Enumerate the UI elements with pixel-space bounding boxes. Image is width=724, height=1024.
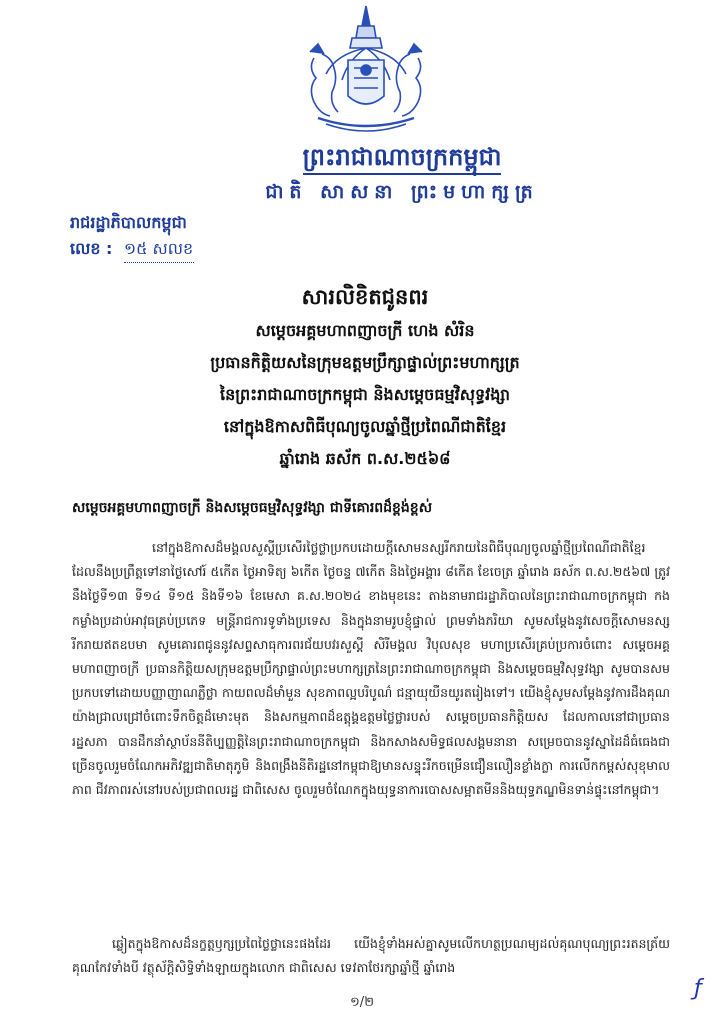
- handwritten-mark: ƒ: [694, 976, 702, 1001]
- title-line-2: សម្តេចអគ្គមហាពញាចក្រី ហេង សំរិន: [255, 321, 475, 340]
- title-line-6: ឆ្នាំរោង ឆស័ក ព.ស.២៥៦៨: [279, 449, 451, 468]
- national-motto: ជាតិ សាសនា ព្រះមហាក្សត្រ: [265, 181, 539, 203]
- royal-emblem-icon: [296, 4, 436, 136]
- paragraph-text: នៅក្នុងឱកាសដ៏មង្គលសួស្តីប្រសើរថ្លៃថ្លាប្រកបដោយក្តីសោមនស្សរីករាយនៃពិធីបុណ្យចូលឆ្នាំថ្មីប្រពៃណីជាតិខ្មែរ ដែលនឹងប្រព្រឹត្តទៅនាថ្ងៃសៅរ៍ ៥កើត ថ្ងៃអាទិត្យ ៦កើត ថ្ងៃចន្ទ ៧កើត និងថ្ងៃអង្គារ ៨កើត ខែចេត្រ ឆ្នាំរោង ឆស័ក ព.ស.២៥៦៧ ត្រូវនឹងថ្ងៃទី១៣ ទី១៤ ទី១៥ និងទី១៦ ខែមេសា គ.ស.២០២៤ ខាងមុខនេះ តាងនាមរាជរដ្ឋាភិបាលនៃព្រះរាជាណាចក្រកម្ពុជា កងកម្លាំងប្រដាប់អាវុធគ្រប់ប្រភេទ មន្ត្រីរាជការទូទាំងប្រទេស និងក្នុងនាមរូបខ្ញុំផ្ទាល់ ព្រមទាំងភរិយា សូមសម្តែងនូវសេចក្តីសោមនស្សរីករាយឥតឧបមា សូមគោរពជូននូវសព្ទសាធុការពរជ័យបវរសួស្តី សិរីមង្គល វិបុលសុខ មហាប្រសើរគ្រប់ប្រការចំពោះ សម្តេចអគ្គមហាពញាចក្រី ប្រធានកិត្តិយសក្រុមឧត្តមប្រឹក្សាផ្ទាល់ព្រះមហាក្សត្រនៃព្រះរាជាណាចក្រកម្ពុជា និងសម្តេចធម្មវិសុទ្ធវង្សា សូមបានសមប្រកបទៅដោយបញ្ញាញាណភ្លឺថ្លា កាយពលដ៏មាំមួន សុខភាពល្អបរិបូណ៌ ជន្មាយុយឺនយូរតរៀងទៅ។ យើងខ្ញុំសូមសម្តែងនូវការដឹងគុណយ៉ាងជ្រាលជ្រៅចំពោះទឹកចិត្តដ៏មោះមុត និងសកម្មភាពដ៏ឧត្តុង្គឧត្តមថ្លៃថ្លារបស់ សម្តេចប្រធានកិត្តិយស ដែលកាលនៅជាប្រធានរដ្ឋសភា បានដឹកនាំស្ថាប័ននីតិប្បញ្ញត្តិនៃព្រះរាជាណាចក្រកម្ពុជា និងកសាងសមិទ្ធផលសង្គមនានា សម្រេចបាននូវស្នាដៃដ៏ធំធេងជាច្រើនចូលរួមចំណែកអភិវឌ្ឍជាតិមាតុភូមិ និងពង្រឹងនីតិរដ្ឋនៅកម្ពុជាឱ្យមានសន្ទុះរីកចម្រើនជឿនលឿនខ្លាំងក្លា ការលើកកម្ពស់សុខុមាលភាព ជីវភាពរស់នៅរបស់ប្រជាពលរដ្ឋ ជាពិសេស ចូលរួមចំណែកក្នុងយុទ្ធនាការបោសសម្អាតមីននិងយុទ្ធភណ្ឌមិនទាន់ផ្ទុះនៅកម្ពុជា។: [72, 540, 670, 798]
- letter-title: សារលិខិតជូនពរ: [301, 285, 429, 309]
- salutation: សម្តេចអគ្គមហាពញាចក្រី និងសម្តេចធម្មវិសុទ្ធវង្សា ជាទីគោរពដ៏ខ្ពង់ខ្ពស់: [72, 500, 433, 516]
- title-line-3: ប្រធានកិត្តិយសនៃក្រុមឧត្តមប្រឹក្សាផ្ទាល់ព្រះមហាក្សត្រ: [210, 353, 520, 372]
- kingdom-heading: ព្រះរាជាណាចក្រកម្ពុជា: [40, 142, 724, 177]
- paragraph-text: ឆ្លៀតក្នុងឱកាសដ៏នក្ខត្តឫក្សប្រពៃថ្លៃថ្លានេះផងដែរ យើងខ្ញុំទាំងអស់គ្នាសូមលើកហត្ថប្រណម្យដល់គុណបុណ្យព្រះរតនត្រ័យ គុណកែវទាំងបី វត្ថុស័ក្តិសិទ្ធិទាំងឡាយក្នុងលោក ជាពិសេស ទេវតាថែរក្សាឆ្នាំថ្មី ឆ្នាំរោង: [72, 936, 670, 976]
- reference-number: ១៥ សលខ: [124, 238, 194, 263]
- reference-line: [70, 238, 194, 263]
- reference-label: លេខ :: [70, 239, 113, 258]
- body-paragraph-1: [72, 536, 670, 802]
- title-line-5: នៅក្នុងឱកាសពិធីបុណ្យចូលឆ្នាំថ្មីប្រពៃណីជាតិខ្មែរ: [223, 417, 507, 436]
- page-number: ១/២: [349, 995, 375, 1010]
- title-line-4: នៃព្រះរាជាណាចក្រកម្ពុជា និងសម្តេចធម្មវិសុទ្ធវង្សា: [220, 385, 510, 404]
- government-label: រាជរដ្ឋាភិបាលកម្ពុជា: [70, 213, 187, 232]
- body-paragraph-2: [72, 932, 670, 980]
